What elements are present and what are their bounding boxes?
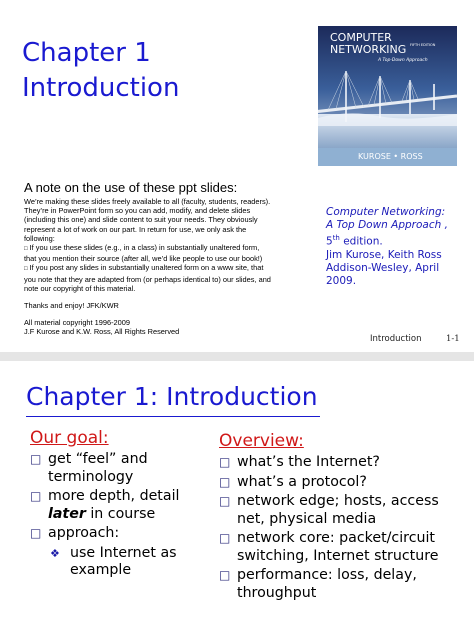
cover-title-line2: NETWORKING — [330, 43, 407, 56]
title-underline — [26, 416, 320, 417]
edition-line: 5th edition. — [326, 234, 383, 248]
page-number: 1-1 — [446, 334, 460, 344]
book-cover-image — [318, 26, 457, 166]
book-reference: Computer Networking: A Top Down Approach , 5th edition. Jim Kurose, Keith Ross Addison-Wesley, April 2009. — [326, 206, 466, 288]
goal-heading: Our goal: — [30, 428, 109, 448]
cover-authors: KUROSE • ROSS — [358, 152, 423, 161]
list-item: □ get “feel” and terminology — [30, 451, 200, 486]
list-item: □ what’s a protocol? — [219, 474, 469, 492]
list-item: □ what’s the Internet? — [219, 454, 469, 472]
slide-2 — [0, 361, 474, 632]
slide-footer — [370, 334, 470, 344]
goal-section — [30, 427, 200, 582]
note-heading: A note on the use of these ppt slides: — [24, 180, 238, 195]
list-subitem: ❖ use Internet as example — [30, 545, 200, 580]
overview-section — [219, 430, 469, 604]
note-thanks: Thanks and enjoy! JFK/KWR — [24, 301, 119, 311]
slide-divider — [0, 352, 474, 361]
list-item: □ approach: — [30, 525, 200, 543]
overview-heading: Overview: — [219, 431, 304, 451]
note-copyright-1: All material copyright 1996-2009 — [24, 318, 130, 328]
slides-usage-note — [24, 180, 296, 337]
slide-2-title: Chapter 1: Introduction — [26, 382, 318, 411]
overview-list — [219, 454, 469, 602]
list-item: □ performance: loss, delay, throughput — [219, 567, 469, 602]
slide-1-title: Chapter 1 Introduction — [22, 38, 180, 103]
note-copyright-2: J.F Kurose and K.W. Ross, All Rights Reserved — [24, 327, 180, 337]
cover-title-line1: COMPUTER — [330, 31, 392, 44]
list-item: □ more depth, detail later in course — [30, 488, 200, 523]
list-item: □ network edge; hosts, access net, physical media — [219, 493, 469, 528]
goal-list — [30, 451, 200, 580]
footer-label: Introduction — [370, 334, 422, 344]
cover-subtitle: A Top-Down Approach — [378, 58, 428, 63]
note-body: We’re making these slides freely available to all (faculty, students, readers). They’re in PowerPoint form so you can add, modify, and delete slides (including this one) and slide content to suit your needs. They obviously represent a lot of work on our part. In return for use, we only ask the following: □ If you use these slides (e.g., in a class) in substantially unaltered form, that you mention their source (after all, we’d like people to use our book!) □ If you post any slides in substantially unaltered form on a www site, that you note that they are adapted from (or perhaps identical to) our slides, and note our copyright of this material. Thanks and enjoy! JFK/KWR All material copyright 1996-2009 J.F Kurose and K.W. Ross, All Rights Reserved — [24, 197, 296, 337]
cover-edition: FIFTH EDITION — [410, 43, 436, 47]
list-item: □ network core: packet/circuit switching, Internet structure — [219, 530, 469, 565]
